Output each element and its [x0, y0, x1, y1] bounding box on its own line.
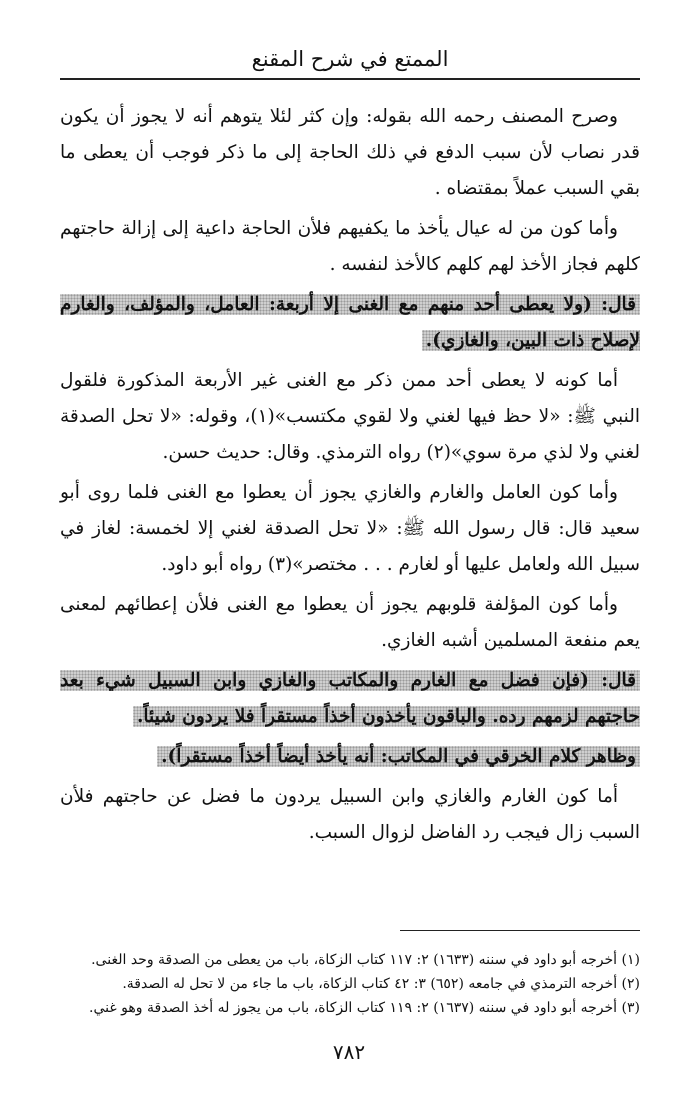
shaded-quote: وظاهر كلام الخرقي في المكاتب: أنه يأخذ أيضاً أخذاً مستقراً).: [157, 746, 640, 767]
running-header: الممتع في شرح المقنع: [251, 47, 449, 71]
paragraph: وصرح المصنف رحمه الله بقوله: وإن كثر لئلا يتوهم أنه لا يجوز أن يكون قدر نصاب لأن سبب الدفع في ذلك الحاجة إلى ما ذكر فوجب أن يعطى ما بقي السبب عملاً بمقتضاه .: [60, 106, 640, 199]
footnote: (٢) أخرجه الترمذي في جامعه (٦٥٢) ٣: ٤٢ كتاب الزكاة، باب ما جاء من لا تحل له الصدقة.: [122, 976, 640, 992]
footnotes: [60, 948, 640, 1020]
shaded-quote: قال: (ولا يعطى أحد منهم مع الغنى إلا أربعة: العامل، والمؤلف، والغارم لإصلاح ذات البين، والغازي).: [60, 294, 640, 351]
paragraph: وأما كون من له عيال يأخذ ما يكفيهم فلأن الحاجة داعية إلى إزالة حاجتهم كلهم فجاز الأخذ لهم كلهم كالأخذ لنفسه .: [60, 218, 640, 275]
footnote: (٣) أخرجه أبو داود في سننه (١٦٣٧) ٢: ١١٩ كتاب الزكاة، باب من يجوز له أخذ الصدقة وهو غني.: [89, 1000, 640, 1016]
quoted-text-box: [60, 663, 640, 735]
paragraph: أما كون الغارم والغازي وابن السبيل يردون ما فضل عن حاجتهم فلأن السبب زال فيجب رد الفاضل لزوال السبب.: [60, 786, 640, 843]
paragraph: وأما كون المؤلفة قلوبهم يجوز أن يعطوا مع الغنى فلأن إعطائهم لمعنى يعم منفعة المسلمين أشبه الغازي.: [60, 594, 640, 651]
paragraph: أما كونه لا يعطى أحد ممن ذكر مع الغنى غير الأربعة المذكورة فلقول النبي ﷺ: «لا حظ فيها لغني ولا لقوي مكتسب»(١)، وقوله: «لا تحل الصدقة لغني ولا لذي مرة سوي»(٢) رواه الترمذي. وقال: حديث حسن.: [60, 370, 640, 463]
page-number: ٧٨٢: [332, 1040, 366, 1064]
main-text: [60, 99, 640, 855]
quoted-text-box: [60, 739, 640, 775]
footnote-divider: [400, 930, 640, 931]
footnote: (١) أخرجه أبو داود في سننه (١٦٣٣) ٢: ١١٧ كتاب الزكاة، باب من يعطى من الصدقة وحد الغنى.: [91, 952, 640, 968]
shaded-quote: قال: (فإن فضل مع الغارم والمكاتب والغازي وابن السبيل شيء بعد حاجتهم لزمهم رده. والباقون يأخذون أخذاً مستقراً فلا يردون شيئاً.: [60, 670, 640, 727]
header-divider: [60, 78, 640, 80]
paragraph: وأما كون العامل والغارم والغازي يجوز أن يعطوا مع الغنى فلما روى أبو سعيد قال: قال رسول الله ﷺ: «لا تحل الصدقة لغني إلا لخمسة: لغاز في سبيل الله ولعامل عليها أو لغارم . . . مختصر»(٣) رواه أبو داود.: [60, 482, 640, 575]
quoted-text-box: [60, 287, 640, 359]
